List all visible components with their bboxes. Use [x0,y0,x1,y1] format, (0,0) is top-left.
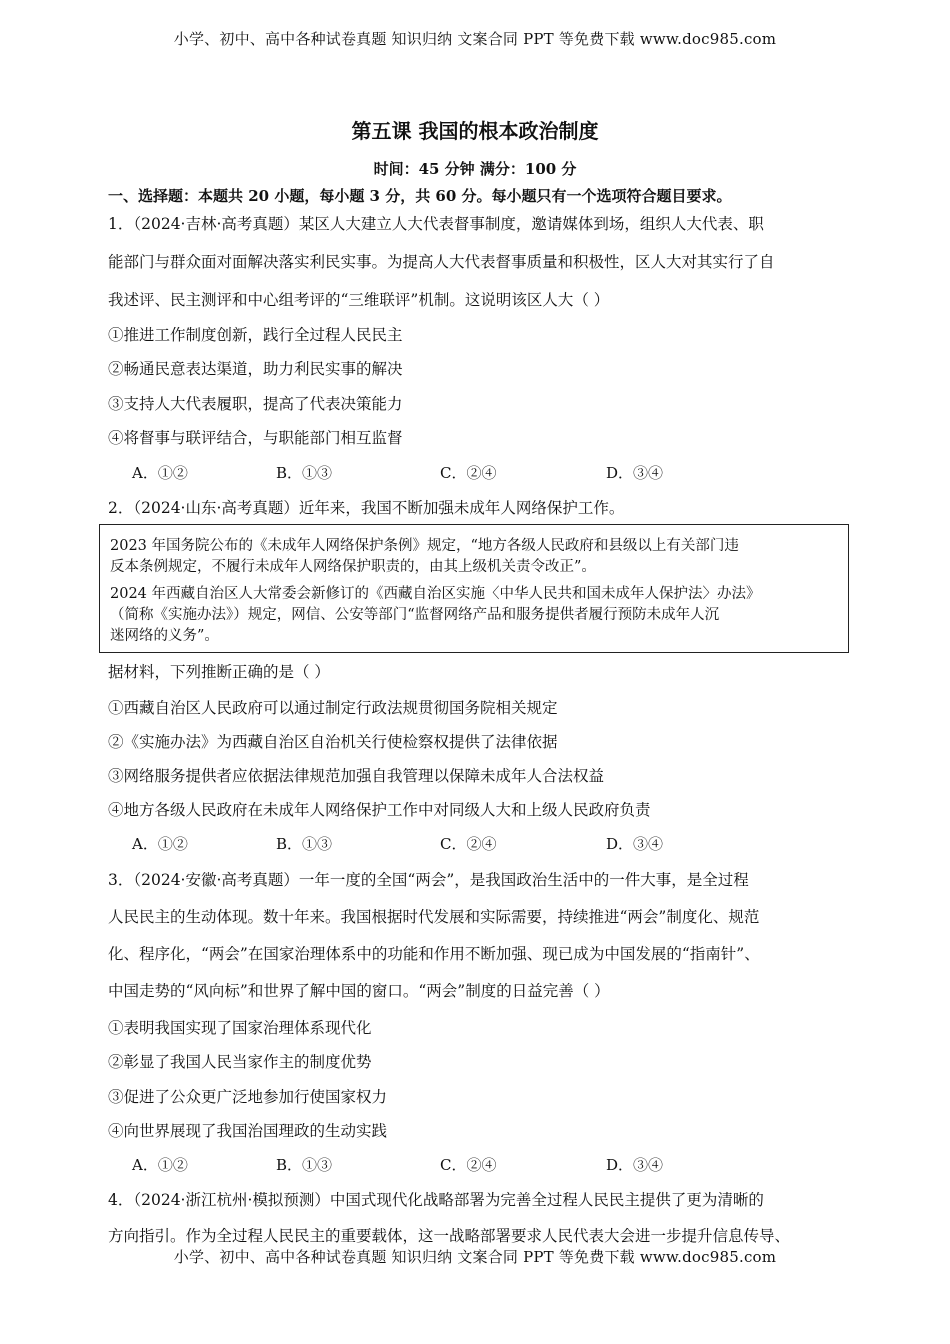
q2-material-line: （简称《实施办法》）规定，网信、公安等部门“监督网络产品和服务提供者履行预防未成年人沉 [110,607,720,623]
q3-stem-line: 化、程序化，“两会”在国家治理体系中的功能和作用不断加强、现已成为中国发展的“指南针”、 [108,945,760,963]
q2-option-c: C．②④ [440,835,497,853]
q4-stem-line: 4．（2024·浙江杭州·模拟预测）中国式现代化战略部署为完善全过程人民民主提供了更为清晰的 [108,1191,764,1209]
q2-material-line: 2024 年西藏自治区人大常委会新修订的《西藏自治区实施〈中华人民共和国未成年人保护法〉办法》 [110,586,761,602]
q1-option-a: A．①② [132,464,188,482]
q1-item: ④将督事与联评结合，与职能部门相互监督 [108,429,403,447]
q2-material-line: 迷网络的义务”。 [110,628,219,644]
exam-meta: 时间：45 分钟 满分：100 分 [373,160,577,178]
q1-option-c: C．②④ [440,464,497,482]
q3-item: ①表明我国实现了国家治理体系现代化 [108,1019,372,1037]
q1-option-d: D．③④ [606,464,664,482]
q3-stem-line: 人民民主的生动体现。数十年来。我国根据时代发展和实际需要，持续推进“两会”制度化、规范 [108,908,760,926]
q1-item: ①推进工作制度创新，践行全过程人民民主 [108,326,403,344]
q3-option-b: B．①③ [276,1156,333,1174]
q3-option-a: A．①② [132,1156,188,1174]
page-title: 第五课 我国的根本政治制度 [351,119,599,143]
q2-item: ④地方各级人民政府在未成年人网络保护工作中对同级人大和上级人民政府负责 [108,801,651,819]
q2-item: ①西藏自治区人民政府可以通过制定行政法规贯彻国务院相关规定 [108,699,558,717]
q2-option-a: A．①② [132,835,188,853]
q1-option-b: B．①③ [276,464,333,482]
q3-option-c: C．②④ [440,1156,497,1174]
q3-stem-line: 3．（2024·安徽·高考真题）一年一度的全国“两会”，是我国政治生活中的一件大事，是全过程 [108,871,749,889]
q2-material-box [99,524,849,653]
section-heading: 一、选择题：本题共 20 小题，每小题 3 分，共 60 分。每小题只有一个选项符合题目要求。 [108,187,732,205]
q2-item: ②《实施办法》为西藏自治区自治机关行使检察权提供了法律依据 [108,733,558,751]
q3-stem-line: 中国走势的“风向标”和世界了解中国的窗口。“两会”制度的日益完善（ ） [108,982,610,1000]
q3-item: ③促进了公众更广泛地参加行使国家权力 [108,1088,388,1106]
q1-item: ②畅通民意表达渠道，助力利民实事的解决 [108,360,403,378]
q2-item: ③网络服务提供者应依据法律规范加强自我管理以保障未成年人合法权益 [108,767,605,785]
q2-material-line: 2023 年国务院公布的《未成年人网络保护条例》规定，“地方各级人民政府和县级以上有关部门违 [110,538,739,554]
q2-stem: 2．（2024·山东·高考真题）近年来，我国不断加强未成年人网络保护工作。 [108,499,625,517]
q4-stem-line: 方向指引。作为全过程人民民主的重要载体，这一战略部署要求人民代表大会进一步提升信息传导、 [108,1227,791,1245]
q1-stem-line: 我述评、民主测评和中心组考评的“三维联评”机制。这说明该区人大（ ） [108,291,610,309]
q3-item: ②彰显了我国人民当家作主的制度优势 [108,1053,372,1071]
q2-prompt: 据材料，下列推断正确的是（ ） [108,663,330,681]
q2-option-d: D．③④ [606,835,664,853]
q2-material-line: 反本条例规定，不履行未成年人网络保护职责的，由其上级机关责令改正”。 [110,559,596,575]
q3-option-d: D．③④ [606,1156,664,1174]
q1-stem-line: 能部门与群众面对面解决落实利民实事。为提高人大代表督事质量和积极性，区人大对其实行了自 [108,253,775,271]
q1-stem-line: 1．（2024·吉林·高考真题）某区人大建立人大代表督事制度，邀请媒体到场，组织人大代表、职 [108,215,764,233]
q3-item: ④向世界展现了我国治国理政的生动实践 [108,1122,388,1140]
q1-item: ③支持人大代表履职，提高了代表决策能力 [108,395,403,413]
page-footer: 小学、初中、高中各种试卷真题 知识归纳 文案合同 PPT 等免费下载 www.doc985.com [173,1248,777,1266]
page-header: 小学、初中、高中各种试卷真题 知识归纳 文案合同 PPT 等免费下载 www.doc985.com [173,30,777,48]
q2-option-b: B．①③ [276,835,333,853]
